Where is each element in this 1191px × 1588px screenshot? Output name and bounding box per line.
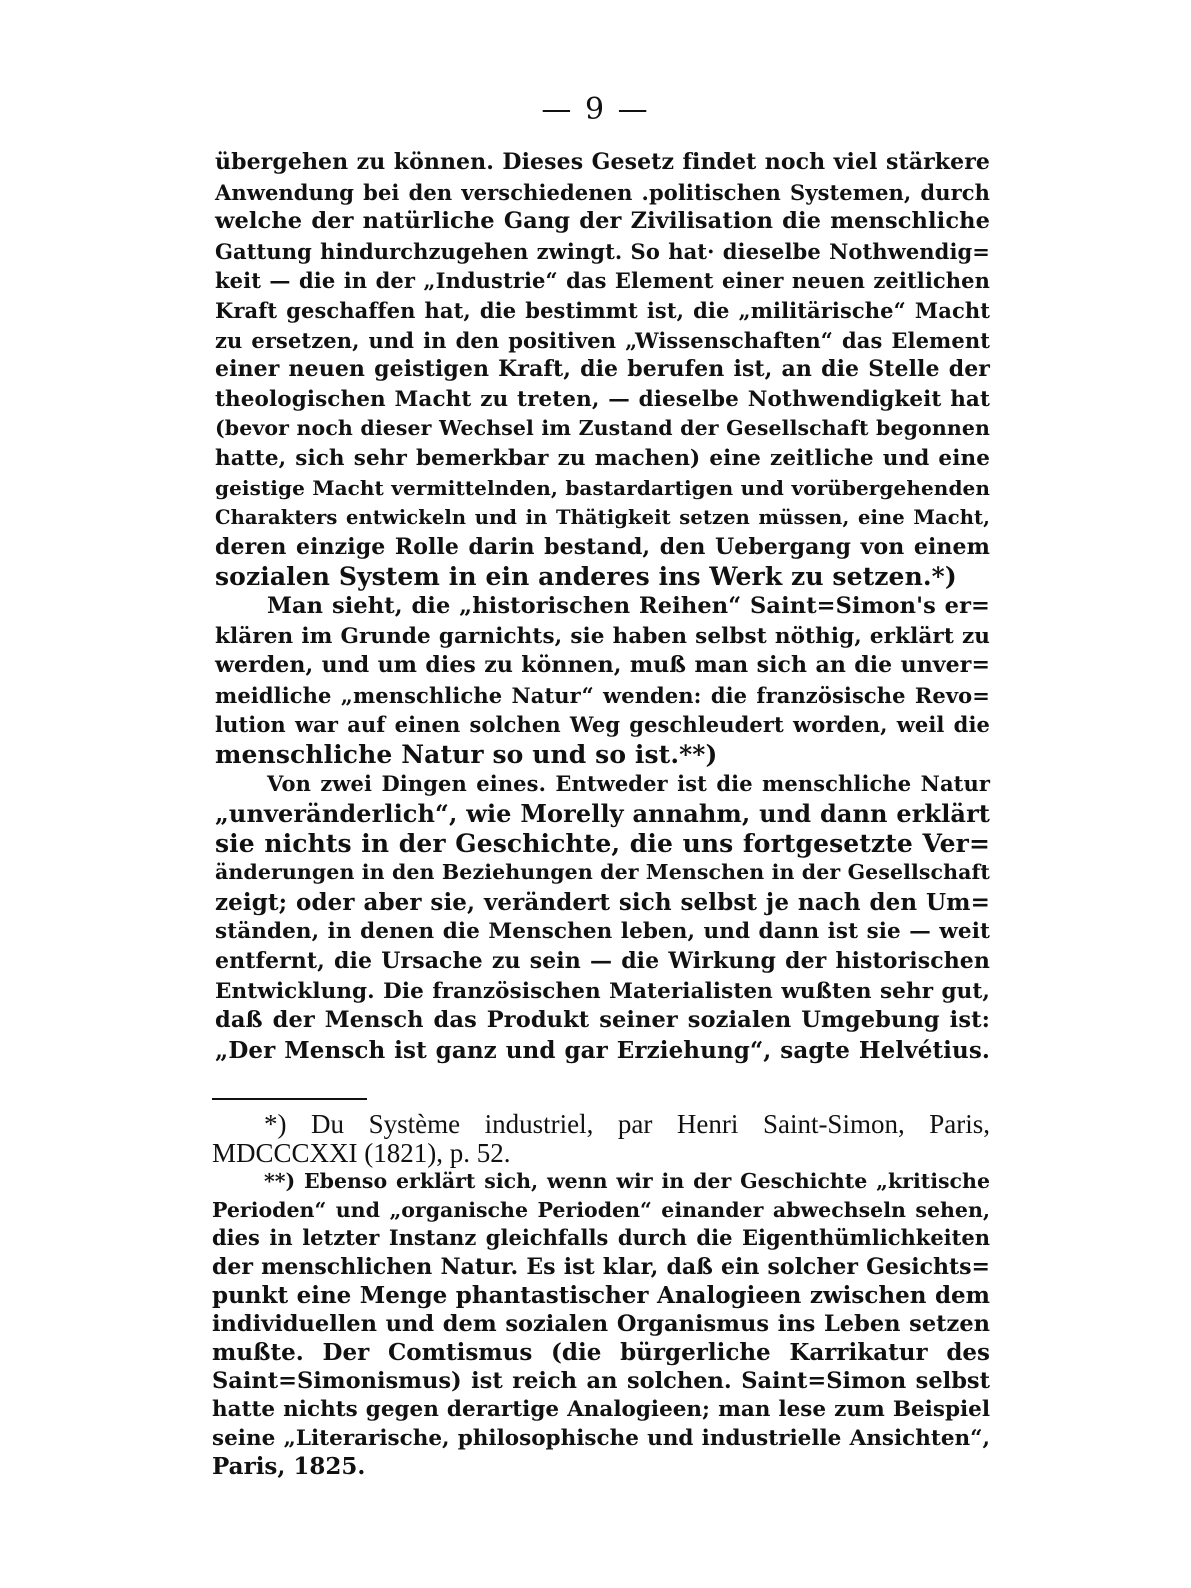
text-line: ständen, in denen die Menschen leben, und dann ist sie — weit <box>215 919 990 945</box>
text-line: Kraft geschaffen hat, die bestimmt ist, die „militärische“ Macht <box>215 297 990 323</box>
footnote-line: punkt eine Menge phantastischer Analogieen zwischen dem <box>212 1281 990 1309</box>
text-line: (bevor noch dieser Wechsel im Zustand der Gesellschaft begonnen <box>215 416 990 441</box>
footnote-line: *) Du Système industriel, par Henri Saint-Simon, Paris, <box>264 1109 990 1139</box>
footnote-line: dies in letzter Instanz gleichfalls durch die Eigenthümlichkeiten <box>212 1225 990 1251</box>
text-line: Anwendung bei den verschiedenen .politischen Systemen, durch <box>215 179 990 205</box>
text-line: daß der Mensch das Produkt seiner sozialen Umgebung ist: <box>215 1007 990 1034</box>
text-line: werden, und um dies zu können, muß man sich an die unver= <box>215 652 990 679</box>
footnote-line: Saint=Simonismus) ist reich an solchen. Saint=Simon selbst <box>212 1368 990 1395</box>
footnote-line: **) Ebenso erklärt sich, wenn wir in der Geschichte „kritische <box>264 1169 990 1194</box>
footnote-line: hatte nichts gegen derartige Analogieen; man lese zum Beispiel <box>212 1396 990 1422</box>
text-line: geistige Macht vermittelnden, bastardartigen und vorübergehenden <box>215 475 990 500</box>
footnote-line: MDCCCXXI (1821), p. 52. <box>212 1137 511 1168</box>
text-line: Von zwei Dingen eines. Entweder ist die menschliche Natur <box>267 771 990 797</box>
text-line: sozialen System in ein anderes ins Werk zu setzen.*) <box>215 562 957 592</box>
text-line: Man sieht, die „historischen Reihen“ Saint=Simon's er= <box>267 592 990 619</box>
page-number: — 9 — <box>541 92 650 127</box>
text-line: theologischen Macht zu treten, — dieselbe Nothwendigkeit hat <box>215 386 990 412</box>
text-line: meidliche „menschliche Natur“ wenden: die französische Revo= <box>215 682 990 708</box>
text-line: menschliche Natur so und so ist.**) <box>215 739 718 769</box>
footnote-line: mußte. Der Comtismus (die bürgerliche Karrikatur des <box>212 1338 990 1366</box>
text-line: deren einzige Rolle darin bestand, den Uebergang von einem <box>215 533 990 560</box>
text-line: zeigt; oder aber sie, verändert sich selbst je nach den Um= <box>215 888 990 916</box>
text-line: sie nichts in der Geschichte, die uns fortgesetzte Ver= <box>215 828 990 858</box>
text-line: „Der Mensch ist ganz und gar Erziehung“, sagte Helvétius. <box>215 1036 990 1064</box>
main-text <box>215 148 990 1065</box>
text-line: einer neuen geistigen Kraft, die berufen ist, an die Stelle der <box>215 356 990 383</box>
text-line: hatte, sich sehr bemerkbar zu machen) eine zeitliche und eine <box>215 445 990 471</box>
footnotes <box>212 1110 990 1482</box>
footnote-line: seine „Literarische, philosophische und industrielle Ansichten“, <box>212 1425 990 1451</box>
text-line: lution war auf einen solchen Weg geschleudert worden, weil die <box>215 712 990 738</box>
text-line: keit — die in der „Industrie“ das Element einer neuen zeitlichen <box>215 268 990 294</box>
text-line: entfernt, die Ursache zu sein — die Wirkung der historischen <box>215 948 990 975</box>
text-line: zu ersetzen, und in den positiven „Wissenschaften“ das Element <box>215 327 990 353</box>
text-line: Charakters entwickeln und in Thätigkeit setzen müssen, eine Macht, <box>215 506 990 530</box>
text-line: änderungen in den Beziehungen der Menschen in der Gesellschaft <box>215 860 990 885</box>
footnote-divider <box>212 1098 367 1100</box>
text-line: übergehen zu können. Dieses Gesetz findet noch viel stärkere <box>215 149 990 175</box>
footnote-line: individuellen und dem sozialen Organismus ins Leben setzen <box>212 1311 990 1338</box>
text-line: Gattung hindurchzugehen zwingt. So hat· dieselbe Nothwendig= <box>215 238 990 264</box>
text-line: Entwicklung. Die französischen Materialisten wußten sehr gut, <box>215 978 990 1004</box>
text-line: welche der natürliche Gang der Zivilisation die menschliche <box>215 208 990 235</box>
footnote-line: Perioden“ und „organische Perioden“ einander abwechseln sehen, <box>212 1197 990 1222</box>
text-line: klären im Grunde garnichts, sie haben selbst nöthig, erklärt zu <box>215 623 990 649</box>
text-line: „unveränderlich“, wie Morelly annahm, und dann erklärt <box>215 799 990 829</box>
footnote-line: der menschlichen Natur. Es ist klar, daß ein solcher Gesichts= <box>212 1253 990 1280</box>
footnote-line: Paris, 1825. <box>212 1453 366 1481</box>
